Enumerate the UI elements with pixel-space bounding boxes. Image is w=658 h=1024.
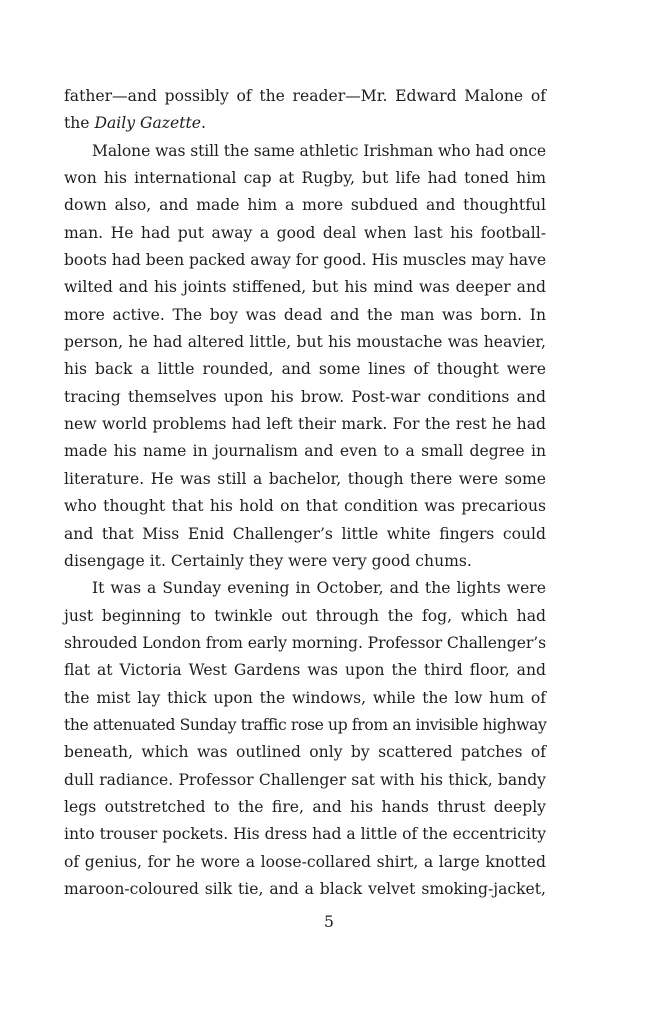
text-fragment: the xyxy=(64,114,95,133)
text-line: just beginning to twinkle out through the fog, which had xyxy=(64,606,546,625)
text-line: his back a little rounded, and some lines of thought were xyxy=(64,360,546,379)
paragraph xyxy=(64,83,546,138)
text-line: wilted and his joints stiffened, but his mind was deeper and xyxy=(64,278,546,297)
body-text xyxy=(64,83,546,903)
text-line: into trouser pockets. His dress had a little of the eccentricity xyxy=(64,825,546,844)
text-line: who thought that his hold on that condition was precarious xyxy=(64,497,546,516)
text-line: person, he had altered little, but his moustache was heavier, xyxy=(64,333,546,352)
text-line: of genius, for he wore a loose-collared shirt, a large knotted xyxy=(64,852,546,871)
text-fragment: . xyxy=(201,114,206,133)
text-line: maroon-coloured silk tie, and a black velvet smoking-jacket, xyxy=(64,879,546,898)
text-line: made his name in journalism and even to a small degree in xyxy=(64,442,546,461)
text-line: man. He had put away a good deal when last his football- xyxy=(64,223,546,242)
text-line: more active. The boy was dead and the man was born. In xyxy=(64,305,546,324)
text-line: the mist lay thick upon the windows, while the low hum of xyxy=(64,688,546,707)
text-line: disengage it. Certainly they were very good chums. xyxy=(64,551,472,570)
text-line: dull radiance. Professor Challenger sat with his thick, bandy xyxy=(64,770,546,789)
text-line xyxy=(64,110,546,137)
text-line: new world problems had left their mark. For the rest he had xyxy=(64,415,546,434)
text-line: the attenuated Sunday traffic rose up from an invisible highway xyxy=(64,715,547,734)
paragraph xyxy=(64,575,546,903)
page-number: 5 xyxy=(324,913,334,931)
newspaper-title: Daily Gazette xyxy=(94,114,201,133)
text-line: flat at Victoria West Gardens was upon the third floor, and xyxy=(64,661,546,680)
text-line: beneath, which was outlined only by scattered patches of xyxy=(64,743,546,762)
text-line: father—and possibly of the reader—Mr. Edward Malone of xyxy=(64,87,546,105)
text-line: down also, and made him a more subdued and thoughtful xyxy=(64,196,546,215)
paragraph xyxy=(64,138,546,576)
text-line: boots had been packed away for good. His muscles may have xyxy=(64,251,546,270)
text-line: literature. He was still a bachelor, though there were some xyxy=(64,469,546,488)
text-line: won his international cap at Rugby, but life had toned him xyxy=(64,169,546,188)
text-line: It was a Sunday evening in October, and the lights were xyxy=(92,579,546,598)
text-line: tracing themselves upon his brow. Post-war conditions and xyxy=(64,387,546,406)
text-line: legs outstretched to the fire, and his hands thrust deeply xyxy=(64,797,546,816)
text-line: shrouded London from early morning. Professor Challenger’s xyxy=(64,633,546,652)
text-line: and that Miss Enid Challenger’s little white fingers could xyxy=(64,524,546,543)
text-line: Malone was still the same athletic Irishman who had once xyxy=(92,141,547,160)
